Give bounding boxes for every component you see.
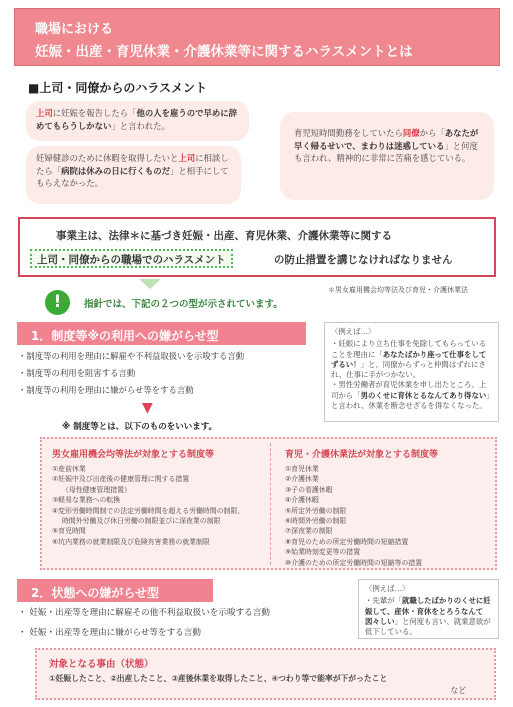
example-text: 」と何度も言い、就業意欲が低下している。: [365, 616, 491, 637]
equal-opportunity-list: [52, 464, 244, 547]
obligation-line2: の防止措置を講じなければなりません: [274, 254, 453, 266]
bubble-red-word: 同僚: [402, 128, 420, 138]
list-item: ⑨始業時刻変更等の措置: [285, 548, 361, 557]
bubble-text: 妊婦健診のために休暇を取得したいと: [36, 153, 179, 163]
list-item: ⑥時間外労働の制限: [285, 517, 347, 526]
bubble-quote: あなたが早く帰るせいで、まわりは迷惑している: [294, 128, 479, 151]
reasons-text: ①妊娠したこと、②出産したこと、③産後休業を取得したこと、④つわり等で能率が下がったこと: [49, 674, 388, 683]
page-header: [14, 8, 500, 66]
list-item: ②介護休業: [285, 475, 319, 484]
bubble-red-word: 上司: [36, 108, 53, 118]
list-item: ⑤所定外労働の制限: [285, 506, 347, 515]
bubble-quote: 他の人を雇うので早めに辞めてもらうしかない: [36, 108, 237, 131]
childcare-leave-list: [285, 464, 422, 568]
definition-note: ※ 制度等とは、以下のものをいいます。: [62, 422, 218, 432]
reasons-etc: など: [450, 686, 466, 695]
example-box-2: [358, 579, 499, 639]
example-item: [365, 596, 492, 637]
list-item: ⑦深夜業の制限: [285, 527, 333, 536]
list-item: ・ 妊娠・出産等を理由に解雇その他不利益取扱いを示唆する言動: [18, 608, 270, 618]
example-text: ・妊娠により立ち仕事を免除してもらっていることを理由に「: [331, 339, 487, 359]
list-item: ④介護休暇: [285, 496, 319, 505]
list-item: ・制度等の利用を阻害する言動: [18, 368, 136, 378]
guideline-text: 指針では、下記の２つの型が示されています。: [84, 299, 283, 310]
bubble-red-word: 上司: [178, 153, 196, 163]
list-item: ⑧育児のための所定労働時間の短縮措置: [285, 537, 409, 546]
law-footnote: ＊男女雇用機会均等法及び育児・介護休業法: [328, 286, 468, 294]
example-heading: 〈例えば…〉: [331, 327, 376, 336]
section1-title: 1．制度等※の利用への嫌がらせ型: [17, 322, 306, 345]
example-bubble-3: [280, 112, 494, 200]
list-item: ①産前休業: [52, 465, 86, 473]
example-quote: 男のくせに育休とるなんてあり得ない: [360, 390, 487, 400]
bubble-text: 育児短時間勤務をしていたら: [294, 128, 403, 138]
section-title: ■上司・同僚からのハラスメント: [28, 81, 207, 95]
obligation-line1: 事業主は、法律＊に基づき妊娠・出産、育児休業、介護休業等に関する: [56, 230, 392, 242]
list-item: ③子の看護休暇: [285, 485, 333, 494]
list-item: ⑥坑内業務の就業制限及び危険有害業務の就業制限: [52, 537, 210, 546]
example-bubble-1: [26, 101, 249, 141]
arrow-down-icon: [139, 279, 161, 289]
list-item: ・制度等の利用を理由に解雇や不利益取扱いを示唆する言動: [18, 351, 245, 361]
example-heading: 〈例えば…〉: [365, 584, 410, 593]
equal-opportunity-heading: 男女雇用機会均等法が対象とする制度等: [52, 450, 215, 460]
list-item: ③軽易な業務への転換: [52, 496, 121, 505]
example-quote: 就職したばかりのくせに妊娠して、産休・育休をとろうなんて図々しい: [365, 596, 491, 626]
exclamation-icon: !: [45, 290, 70, 315]
example-item: [331, 380, 492, 411]
arrow-down-icon: ▼: [142, 400, 153, 416]
list-item: ⑤育児時間: [52, 527, 86, 536]
example-text: ・男性労働者が育児休業を申し出たところ、上司から「: [331, 380, 487, 400]
bubble-quote: 病院は休みの日に行くものだ: [61, 165, 170, 176]
bubble-text: から「: [419, 128, 445, 138]
example-text: 」と、同僚からずっと仲間はずれにされ、仕事に手がつかない。: [331, 359, 486, 380]
childcare-leave-heading: 育児・介護休業法が対象とする制度等: [285, 450, 439, 460]
list-item: ・制度等の利用を理由に嫌がらせ等をする言動: [18, 385, 194, 395]
list-item: ・ 妊娠・出産等を理由に嫌がらせ等をする言動: [18, 628, 201, 638]
section1-list: [18, 348, 244, 399]
example-text: ・先輩が「: [365, 596, 402, 606]
bubble-text: に妊娠を報告したら「: [52, 108, 137, 118]
example-text: 」と言われ、休業を断念せざるを得なくなった。: [331, 390, 490, 411]
list-item: （母性健康管理措置）: [62, 485, 131, 494]
list-item: ⑩介護のための所定労働時間の短縮等の措置: [285, 558, 423, 567]
list-item: ②妊娠中及び出産後の健康管理に関する措置: [52, 475, 190, 484]
employer-obligation-box: [18, 217, 496, 277]
systems-list-box: [40, 437, 497, 570]
example-box-1: [324, 322, 499, 422]
column-divider: [270, 443, 271, 565]
example-item: [331, 339, 492, 380]
example-quote: あなたばかり座って仕事をしてずるい！: [331, 349, 487, 369]
list-item: 時間外労働及び休日労働の制限並びに深夜業の制限: [62, 517, 221, 526]
header-title-line1: 職場における: [35, 22, 114, 37]
example-bubble-2: [26, 146, 241, 204]
list-item: ④変形労働時間制での法定労働時間を超える労働時間の制限、: [52, 506, 245, 515]
section2-list: [18, 603, 270, 643]
header-title-line2: 妊娠・出産・育児休業・介護休業等に関するハラスメントとは: [35, 44, 413, 60]
bubble-text: 」と相手にしてもらえなかった。: [36, 165, 229, 188]
bubble-text: に相談したら「: [36, 153, 229, 176]
bubble-text: 」と何度も言われ、精神的に非常に苦痛を感じている。: [294, 140, 478, 163]
obligation-highlight: 上司・同僚からの職場でのハラスメント: [30, 249, 233, 268]
reasons-heading: 対象となる事由（状態）: [49, 659, 154, 670]
list-item: ①育児休業: [285, 465, 319, 473]
reasons-box: [35, 648, 496, 700]
section2-title: 2．状態への嫌がらせ型: [17, 579, 213, 602]
bubble-text: 」と言われた。: [111, 120, 170, 131]
